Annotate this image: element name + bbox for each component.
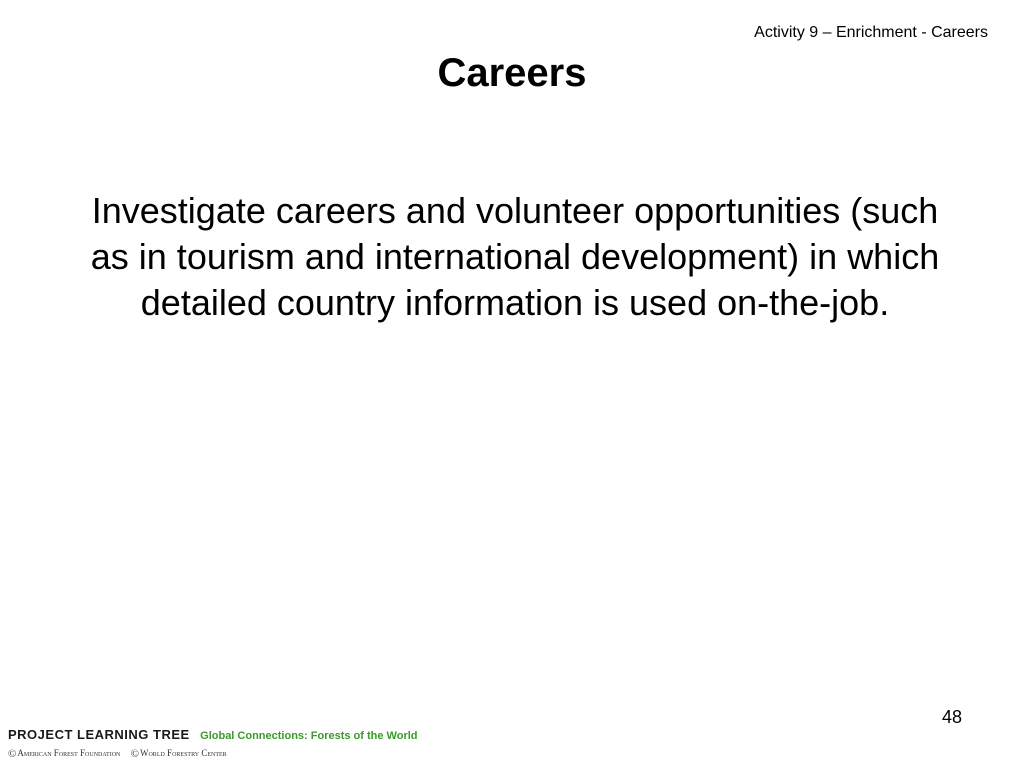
footer xyxy=(8,726,648,766)
program-name: PROJECT LEARNING TREE xyxy=(8,727,190,742)
footer-organizations xyxy=(8,746,235,761)
slide-title: Careers xyxy=(437,51,587,95)
program-subtitle: Global Connections: Forests of the World xyxy=(200,730,418,742)
copyright-icon: © xyxy=(8,748,17,760)
copyright-icon: © xyxy=(130,748,139,760)
body-text: Investigate careers and volunteer opportunities (such as in tourism and international development) in which detailed country information is used on-the-job. xyxy=(90,190,940,323)
organization-name: World Forestry Center xyxy=(139,748,227,758)
organization-name: American Forest Foundation xyxy=(17,748,121,758)
page-number: 48 xyxy=(941,707,962,727)
header-note: Activity 9 – Enrichment - Careers xyxy=(754,24,988,41)
footer-branding xyxy=(8,726,418,745)
